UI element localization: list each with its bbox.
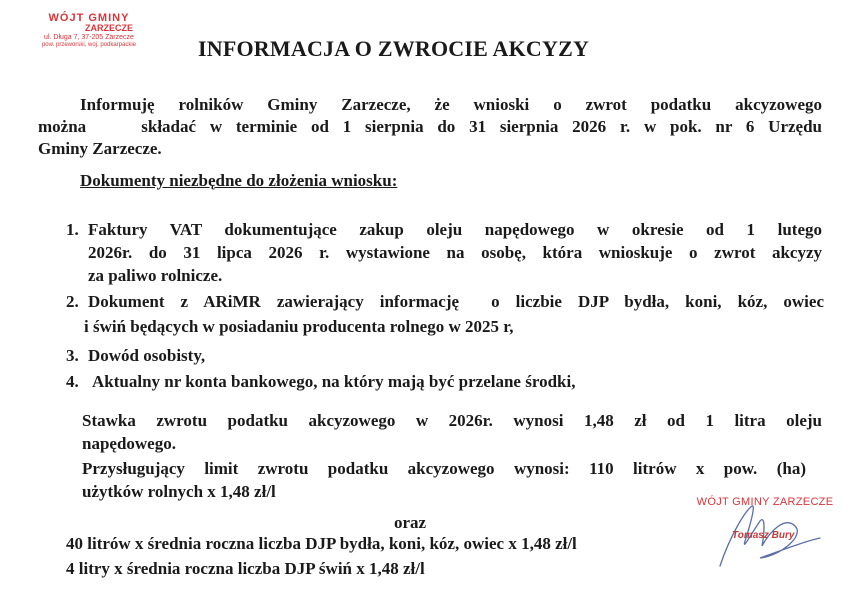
- item-4-number: 4.: [66, 372, 79, 391]
- stamp-line-2: ZARZECZE: [85, 23, 133, 34]
- rate-line-1: Stawka zwrotu podatku akcyzowego w 2026r. wynosi 1,48 zł od 1 litra oleju: [82, 411, 822, 430]
- limit-line-1: Przysługujący limit zwrotu podatku akcyzowego wynosi: 110 litrów x pow. (ha): [82, 459, 806, 478]
- item-3-number: 3.: [66, 346, 79, 365]
- office-stamp: [14, 12, 164, 48]
- limit-extra-line-2: 4 litry x średnia roczna liczba DJP świń x 1,48 zł/l: [66, 559, 425, 578]
- documents-heading: Dokumenty niezbędne do złożenia wniosku:: [80, 171, 398, 190]
- stamp-line-1: WÓJT GMINY: [48, 12, 130, 24]
- item-2-line-1: Dokument z ARiMR zawierający informację o liczbie DJP bydła, koni, kóz, owiec: [88, 292, 824, 311]
- oraz-text: oraz: [393, 513, 427, 532]
- item-1-line-1: Faktury VAT dokumentujące zakup oleju napędowego w okresie od 1 lutego: [88, 220, 822, 239]
- item-2-number: 2.: [66, 292, 79, 311]
- item-1-line-3: za paliwo rolnicze.: [88, 266, 223, 285]
- item-1-number: 1.: [66, 220, 79, 239]
- intro-line-1: Informuję rolników Gminy Zarzecze, że wnioski o zwrot podatku akcyzowego: [80, 95, 822, 114]
- item-3-line-1: Dowód osobisty,: [88, 346, 206, 365]
- signature-stamp-head: WÓJT GMINY ZARZECZE: [696, 496, 834, 508]
- stamp-line-3: ul. Długa 7, 37-205 Zarzecze: [44, 33, 134, 41]
- item-4-line-1: Aktualny nr konta bankowego, na który mają być przelane środki,: [92, 372, 576, 391]
- item-1-line-2: 2026r. do 31 lipca 2026 r. wystawione na osobę, która wnioskuje o zwrot akcyzy: [88, 243, 822, 262]
- limit-extra-line-1: 40 litrów x średnia roczna liczba DJP bydła, koni, kóz, owiec x 1,48 zł/l: [66, 534, 577, 553]
- signature-stamp: [690, 496, 840, 541]
- item-2-line-2: i świń będących w posiadaniu producenta rolnego w 2025 r,: [84, 317, 514, 336]
- signature-name: Tomasz Bury: [732, 530, 795, 541]
- page-title: INFORMACJA O ZWROCIE AKCYZY: [198, 36, 590, 61]
- limit-line-2: użytków rolnych x 1,48 zł/l: [82, 482, 276, 501]
- intro-line-2: można składać w terminie od 1 sierpnia do 31 sierpnia 2026 r. w pok. nr 6 Urzędu: [38, 117, 822, 136]
- rate-line-2: napędowego.: [82, 434, 176, 453]
- stamp-line-4: pow. przeworski, woj. podkarpackie: [41, 41, 137, 48]
- intro-line-3: Gminy Zarzecze.: [38, 139, 162, 158]
